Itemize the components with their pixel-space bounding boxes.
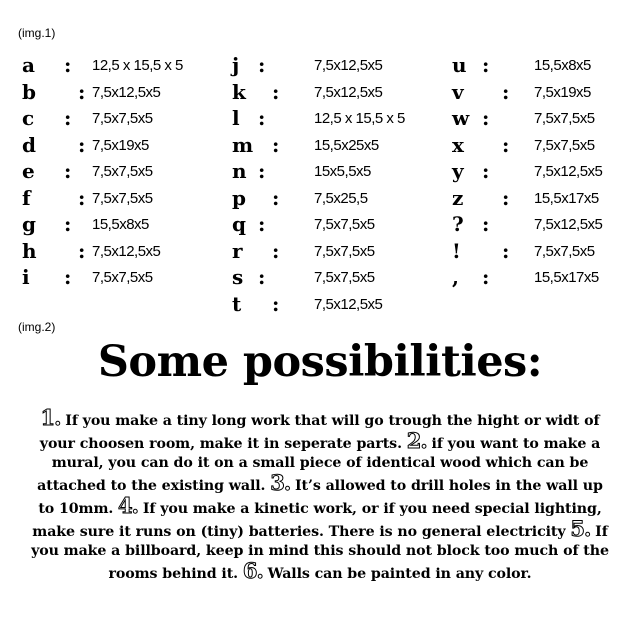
img2-label: (img.2) [18, 320, 56, 334]
letter-separator: : [482, 265, 490, 289]
letter-separator: : [502, 79, 510, 104]
letter-glyph: ? [452, 212, 464, 236]
possibility-number: 6. [242, 558, 263, 583]
letter-separator: : [272, 291, 280, 316]
letter-separator: : [272, 238, 280, 263]
letter-glyph: c [22, 106, 35, 130]
letter-separator: : [272, 132, 280, 157]
letter-glyph: d [22, 132, 36, 157]
letter-separator: : [272, 79, 280, 104]
letter-separator: : [482, 159, 490, 183]
letter-glyph: r [232, 238, 243, 263]
letter-dimensions: 12,5 x 15,5 x 5 [92, 57, 183, 74]
letter-glyph: z [452, 185, 464, 210]
letter-dimensions: 7,5x7,5x5 [92, 269, 153, 286]
letter-separator: : [64, 212, 72, 236]
letter-dimensions: 7,5x7,5x5 [534, 110, 595, 127]
letter-dimensions: 7,5x7,5x5 [92, 110, 153, 127]
possibility-text: It’s allowed to drill holes in the wall up to 10mm. [38, 478, 603, 517]
letter-dimensions-grid [0, 52, 640, 322]
letter-separator: : [272, 185, 280, 210]
possibility-number: 4. [118, 493, 138, 518]
letter-dimensions: 7,5x7,5x5 [92, 163, 153, 180]
letter-separator: : [258, 212, 266, 236]
letter-glyph: e [22, 159, 35, 183]
letter-glyph: p [232, 185, 246, 210]
letter-dimensions: 15,5x17x5 [534, 189, 599, 207]
letter-separator: : [78, 238, 86, 263]
letter-separator: : [258, 53, 266, 77]
possibility-number: 5. [570, 516, 591, 541]
letter-separator: : [502, 185, 510, 210]
letter-dimensions: 15,5x8x5 [92, 216, 149, 233]
letter-dimensions: 7,5x7,5x5 [92, 189, 153, 207]
letter-dimensions: 7,5x25,5 [314, 189, 368, 207]
letter-separator: : [258, 159, 266, 183]
letter-separator: : [64, 53, 72, 77]
possibility-number: 3. [270, 470, 291, 495]
possibility-text: If you make a tiny long work that will go trough the hight or widt of your choosen room, make it in seperate parts. [39, 413, 600, 452]
letter-glyph: s [232, 265, 244, 289]
letter-glyph: y [452, 159, 464, 183]
letter-separator: : [258, 106, 266, 130]
letter-dimensions: 7,5x12,5x5 [534, 163, 603, 180]
possibility-number: 2. [406, 428, 427, 453]
letter-glyph: ! [452, 238, 461, 263]
letter-dimensions: 7,5x12,5x5 [534, 216, 603, 233]
letter-glyph: k [232, 79, 246, 104]
letter-glyph: l [232, 106, 240, 130]
letter-glyph: h [22, 238, 37, 263]
letter-dimensions: 7,5x7,5x5 [534, 136, 595, 154]
letter-dimensions: 7,5x19x5 [534, 83, 591, 101]
letter-separator: : [64, 265, 72, 289]
letter-separator: : [258, 265, 266, 289]
possibility-text: If you make a kinetic work, or if you need special lighting, make sure it runs on (tiny) batteries. There is no general electricity [32, 501, 602, 540]
letter-separator: : [78, 185, 86, 210]
letter-dimensions: 7,5x7,5x5 [534, 242, 595, 260]
letter-dimensions: 15x5,5x5 [314, 163, 371, 180]
possibility-text: if you want to make a mural, you can do it on a small piece of identical wood which can be attached to the existing wall. [37, 436, 601, 494]
letter-dimensions: 15,5x17x5 [534, 269, 599, 286]
letter-separator: : [64, 159, 72, 183]
possibilities-paragraph [30, 405, 610, 584]
letter-glyph: x [452, 132, 464, 157]
letter-separator: : [502, 238, 510, 263]
letter-glyph: v [452, 79, 464, 104]
letter-glyph: t [232, 291, 242, 316]
letter-dimensions: 15,5x8x5 [534, 57, 591, 74]
letter-dimensions: 7,5x12,5x5 [314, 57, 383, 74]
letter-dimensions: 7,5x7,5x5 [314, 269, 375, 286]
letter-dimensions: 7,5x7,5x5 [314, 216, 375, 233]
letter-dimensions: 15,5x25x5 [314, 136, 379, 154]
letter-glyph: a [22, 53, 35, 77]
letter-glyph: i [22, 265, 30, 289]
letter-glyph: n [232, 159, 247, 183]
letter-dimensions: 7,5x7,5x5 [314, 242, 375, 260]
possibility-text: Walls can be painted in any color. [262, 566, 532, 582]
letter-dimensions: 12,5 x 15,5 x 5 [314, 110, 405, 127]
letter-separator: : [78, 132, 86, 157]
letter-dimensions: 7,5x12,5x5 [314, 83, 383, 101]
letter-separator: : [482, 106, 490, 130]
letter-dimensions: 7,5x12,5x5 [314, 295, 383, 313]
letter-glyph: b [22, 79, 36, 104]
letter-glyph: q [232, 212, 246, 236]
letter-separator: : [482, 212, 490, 236]
letter-separator: : [78, 79, 86, 104]
letter-separator: : [502, 132, 510, 157]
letter-dimensions: 7,5x12,5x5 [92, 83, 161, 101]
possibilities-heading: Some possibilities: [97, 337, 543, 387]
letter-glyph: u [452, 53, 467, 77]
letter-separator: : [482, 53, 490, 77]
img1-label: (img.1) [18, 26, 56, 40]
letter-glyph: m [232, 132, 254, 157]
letter-glyph: j [232, 53, 240, 77]
letter-glyph: , [452, 265, 459, 289]
letter-glyph: g [22, 212, 36, 236]
letter-glyph: f [22, 185, 31, 210]
possibility-number: 1. [40, 405, 61, 430]
letter-dimensions: 7,5x12,5x5 [92, 242, 161, 260]
letter-dimensions: 7,5x19x5 [92, 136, 149, 154]
letter-glyph: w [452, 106, 470, 130]
possibility-text: If you make a billboard, keep in mind this should not block too much of the rooms behind it. [31, 524, 609, 582]
letter-separator: : [64, 106, 72, 130]
